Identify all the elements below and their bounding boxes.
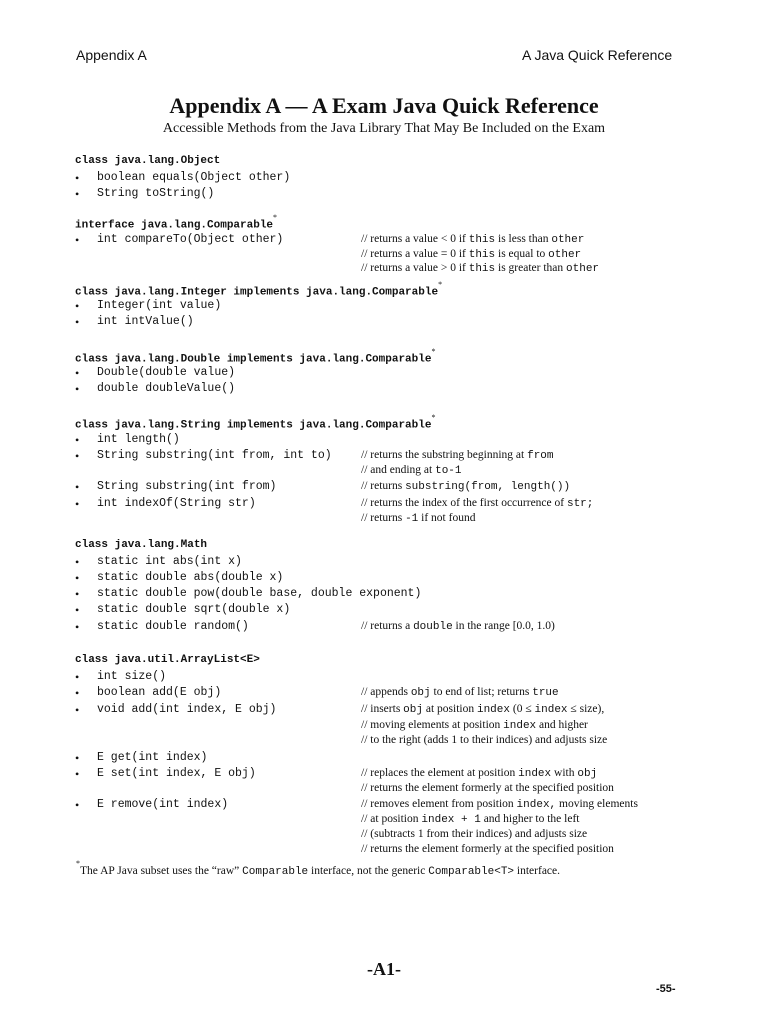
method-signature: String toString() (97, 187, 215, 200)
class-heading-math: class java.lang.Math (75, 539, 208, 551)
comment-slashes: // (361, 512, 368, 524)
comment-slashes: // (361, 782, 368, 794)
comment-slashes: // (361, 767, 368, 779)
interface-heading-comparable (75, 213, 278, 232)
method-signature: Double(double value) (97, 366, 236, 379)
method-signature: static double random() (97, 620, 249, 633)
comment: // and ending at to-1 (361, 464, 462, 477)
heading-text: interface java.lang.Comparable (75, 219, 274, 232)
comment-slashes: // (361, 497, 368, 509)
bullet: • (75, 233, 80, 247)
comment: // returns substring(from, length()) (361, 480, 571, 493)
comment-slashes: // (361, 686, 368, 698)
class-heading-object: class java.lang.Object (75, 155, 221, 167)
page-title: Appendix A — A Exam Java Quick Reference (169, 93, 599, 118)
comment: // returns the element formerly at the specified position (361, 782, 614, 794)
running-header-left: Appendix A (76, 47, 147, 63)
class-heading-arraylist: class java.util.ArrayList<E> (75, 654, 260, 666)
method-signature: int length() (97, 433, 180, 446)
method-signature: static double pow(double base, double exponent) (97, 587, 422, 600)
bullet: • (75, 751, 80, 765)
bullet: • (75, 571, 80, 585)
bullet: • (75, 315, 80, 329)
method-signature: E remove(int index) (97, 798, 229, 811)
heading-text: class java.lang.String implements java.lang.Comparable (75, 419, 432, 432)
appendix-page-label: -A1- (367, 959, 401, 979)
bullet: • (75, 433, 80, 447)
comment-slashes: // (361, 813, 368, 825)
method-signature: Integer(int value) (97, 299, 222, 312)
comment: // removes element from position index, moving elements (361, 798, 638, 811)
running-header-right: A Java Quick Reference (522, 47, 673, 63)
method-signature: static double abs(double x) (97, 571, 284, 584)
comment: // replaces the element at position index with obj (361, 767, 598, 780)
bullet: • (75, 171, 80, 185)
bullet: • (75, 497, 80, 511)
comment-slashes: // (361, 464, 368, 476)
footnote-mark: * (431, 347, 436, 356)
bullet: • (75, 299, 80, 313)
comment: // (subtracts 1 from their indices) and adjusts size (361, 828, 588, 840)
comment-slashes: // (361, 449, 368, 461)
comment-slashes: // (361, 828, 368, 840)
comment-slashes: // (361, 798, 368, 810)
comment-slashes: // (361, 248, 368, 260)
comment: // returns the index of the first occurrence of str; (361, 497, 594, 510)
comment: // to the right (adds 1 to their indices) and adjusts size (361, 734, 608, 746)
method-signature: int intValue() (97, 315, 194, 328)
comment-slashes: // (361, 734, 368, 746)
footnote-mark: * (438, 280, 443, 289)
class-heading-double (75, 347, 436, 366)
comment-slashes: // (361, 843, 368, 855)
comment: // returns a double in the range [0.0, 1.0) (361, 620, 555, 633)
heading-text: class java.lang.Integer implements java.lang.Comparable (75, 286, 439, 299)
method-signature: String substring(int from) (97, 480, 277, 493)
footnote-mark: * (431, 413, 436, 422)
method-signature: E get(int index) (97, 751, 208, 764)
bullet: • (75, 382, 80, 396)
comment: // returns -1 if not found (361, 512, 476, 525)
bullet: • (75, 798, 80, 812)
comment: // at position index + 1 and higher to the left (361, 813, 580, 826)
bullet: • (75, 449, 80, 463)
comment: // returns the substring beginning at from (361, 449, 554, 462)
class-heading-string (75, 413, 436, 432)
method-signature: double doubleValue() (97, 382, 236, 395)
class-heading-integer (75, 280, 443, 299)
comment: // returns the element formerly at the specified position (361, 843, 614, 855)
bullet: • (75, 670, 80, 684)
bullet: • (75, 603, 80, 617)
comment-slashes: // (361, 262, 368, 274)
bullet: • (75, 703, 80, 717)
method-signature: int size() (97, 670, 167, 683)
bullet: • (75, 620, 80, 634)
method-signature: E set(int index, E obj) (97, 767, 256, 780)
comment-slashes: // (361, 233, 368, 245)
method-signature: boolean equals(Object other) (97, 171, 291, 184)
method-signature: static int abs(int x) (97, 555, 242, 568)
method-signature: static double sqrt(double x) (97, 603, 291, 616)
bullet: • (75, 587, 80, 601)
bullet: • (75, 767, 80, 781)
comment-slashes: // (361, 703, 368, 715)
bullet: • (75, 187, 80, 201)
bullet: • (75, 366, 80, 380)
footnote: *The AP Java subset uses the “raw” Comparable interface, not the generic Comparable<T> interface. (76, 859, 561, 878)
comment: // returns a value > 0 if this is greater than other (361, 262, 600, 275)
method-signature: String substring(int from, int to) (97, 449, 332, 462)
page-subtitle: Accessible Methods from the Java Library That May Be Included on the Exam (162, 121, 606, 136)
heading-text: class java.lang.Double implements java.lang.Comparable (75, 353, 432, 366)
comment: // appends obj to end of list; returns true (361, 686, 559, 699)
method-signature: int indexOf(String str) (97, 497, 256, 510)
bullet: • (75, 555, 80, 569)
comment-slashes: // (361, 480, 368, 492)
comment: // moving elements at position index and higher (361, 719, 588, 732)
footnote-mark: * (76, 859, 80, 868)
comment: // inserts obj at position index (0 ≤ index ≤ size), (361, 703, 605, 716)
comment: // returns a value = 0 if this is equal to other (361, 248, 582, 261)
bullet: • (75, 686, 80, 700)
method-signature: int compareTo(Object other) (97, 233, 284, 246)
comment: // returns a value < 0 if this is less than other (361, 233, 585, 246)
footnote-mark: * (273, 213, 278, 222)
comment-slashes: // (361, 719, 368, 731)
bullet: • (75, 480, 80, 494)
comment-slashes: // (361, 620, 368, 632)
method-signature: boolean add(E obj) (97, 686, 222, 699)
page-number: -55- (656, 983, 676, 995)
method-signature: void add(int index, E obj) (97, 703, 277, 716)
